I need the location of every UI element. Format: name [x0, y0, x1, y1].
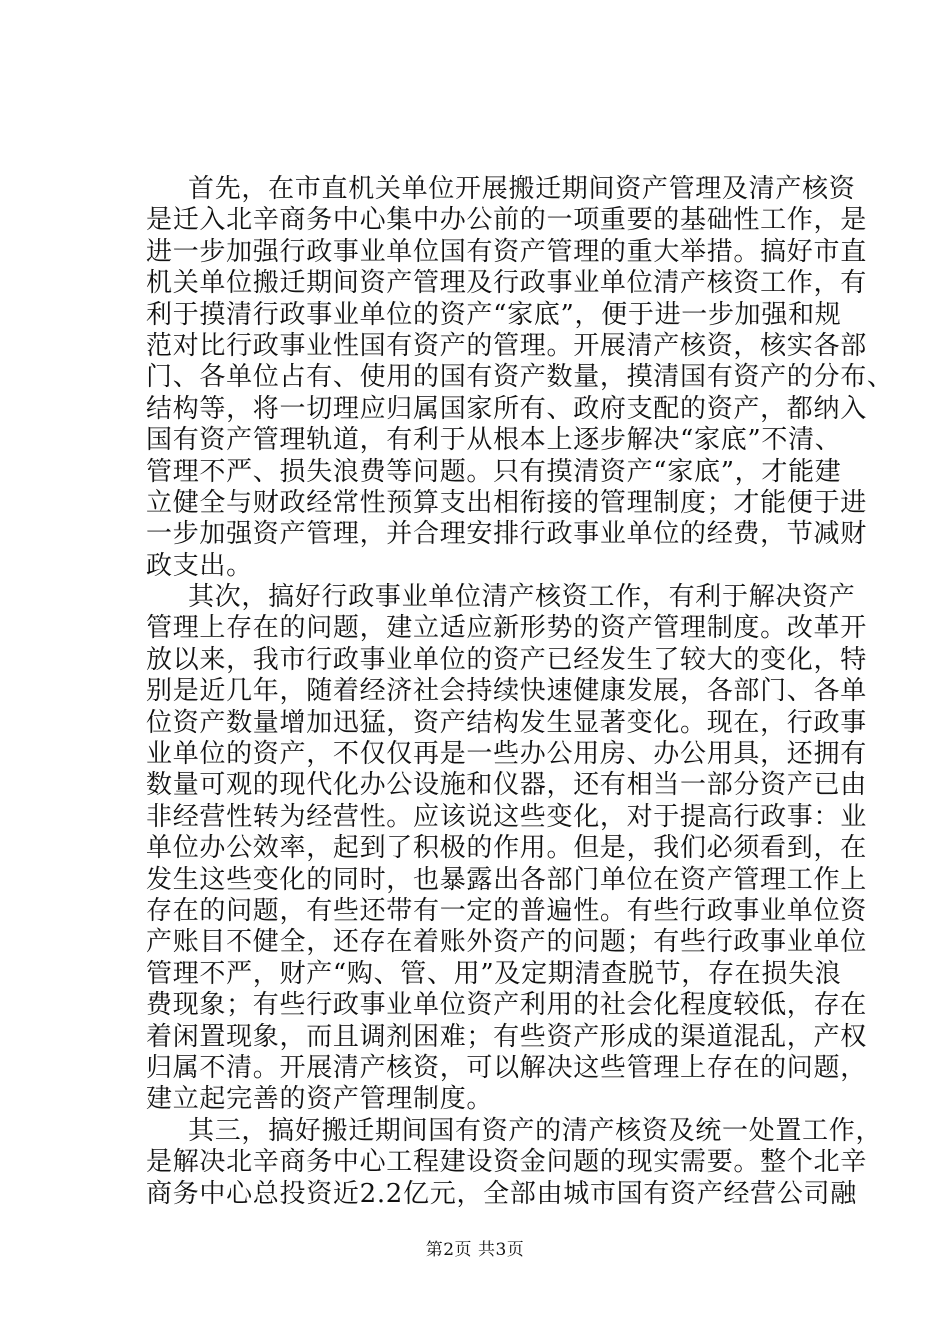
- paragraph-1-line-2: 是迁入北辛商务中心集中办公前的一项重要的基础性工作，是: [146, 205, 867, 236]
- page-number-footer: 第2页 共3页: [425, 1240, 525, 1260]
- paragraph-2-line-15: 着闲置现象，而且调剂困难；有些资产形成的渠道混乱，产权: [146, 1021, 867, 1052]
- paragraph-1-line-10: 管理不严、损失浪费等问题。只有摸清资产“家底”，才能建: [146, 456, 842, 487]
- paragraph-2-line-10: 发生这些变化的同时，也暴露出各部门单位在资产管理工作上: [146, 864, 867, 895]
- paragraph-1-line-12: 一步加强资产管理，并合理安排行政事业单位的经费，节减财: [146, 519, 867, 550]
- paragraph-1-line-5: 利于摸清行政事业单位的资产“家底”，便于进一步加强和规: [146, 299, 842, 330]
- paragraph-2-line-3: 放以来，我市行政事业单位的资产已经发生了较大的变化，特: [146, 644, 867, 675]
- paragraph-1-line-7: 门、各单位占有、使用的国有资产数量，摸清国有资产的分布、: [146, 362, 894, 393]
- paragraph-2-line-7: 数量可观的现代化办公设施和仪器，还有相当一部分资产已由: [146, 770, 867, 801]
- paragraph-2-line-6: 业单位的资产，不仅仅再是一些办公用房、办公用具，还拥有: [146, 739, 867, 770]
- paragraph-2-line-2: 管理上存在的问题，建立适应新形势的资产管理制度。改革开: [146, 613, 867, 644]
- paragraph-3-line-1: 其三，搞好搬迁期间国有资产的清产核资及统一处置工作，: [188, 1115, 883, 1146]
- paragraph-2-line-8: 非经营性转为经营性。应该说这些变化，对于提高行政事：业: [146, 801, 867, 832]
- paragraph-2-line-17: 建立起完善的资产管理制度。: [146, 1084, 494, 1115]
- paragraph-2-line-4: 别是近几年，随着经济社会持续快速健康发展，各部门、各单: [146, 676, 867, 707]
- paragraph-1-line-9: 国有资产管理轨道，有利于从根本上逐步解决“家底”不清、: [146, 425, 842, 456]
- paragraph-2-line-9: 单位办公效率，起到了积极的作用。但是，我们必须看到，在: [146, 833, 867, 864]
- paragraph-3-line-3: 商务中心总投资近2.2亿元，全部由城市国有资产经营公司融: [146, 1178, 857, 1209]
- paragraph-3-line-2: 是解决北辛商务中心工程建设资金问题的现实需要。整个北辛: [146, 1147, 867, 1178]
- paragraph-2-line-5: 位资产数量增加迅猛，资产结构发生显著变化。现在，行政事: [146, 707, 867, 738]
- paragraph-2-line-12: 产账目不健全，还存在着账外资产的问题；有些行政事业单位: [146, 927, 867, 958]
- paragraph-1-line-11: 立健全与财政经常性预算支出相衔接的管理制度；才能便于进: [146, 487, 867, 518]
- paragraph-1-line-4: 机关单位搬迁期间资产管理及行政事业单位清产核资工作，有: [146, 268, 867, 299]
- paragraph-2-line-13: 管理不严，财产“购、管、用”及定期清查脱节，存在损失浪: [146, 958, 842, 989]
- paragraph-2-line-11: 存在的问题，有些还带有一定的普遍性。有些行政事业单位资: [146, 895, 867, 926]
- paragraph-1-line-8: 结构等，将一切理应归属国家所有、政府支配的资产，都纳入: [146, 393, 867, 424]
- document-body: [146, 174, 894, 1210]
- paragraph-2-line-16: 归属不清。开展清产核资，可以解决这些管理上存在的问题，: [146, 1052, 867, 1083]
- paragraph-1-line-6: 范对比行政事业性国有资产的管理。开展清产核资，核实各部: [146, 330, 867, 361]
- paragraph-1-line-1: 首先，在市直机关单位开展搬迁期间资产管理及清产核资: [188, 174, 856, 204]
- paragraph-2-line-1: 其次，搞好行政事业单位清产核资工作，有利于解决资产: [188, 582, 856, 613]
- paragraph-2-line-14: 费现象；有些行政事业单位资产利用的社会化程度较低，存在: [146, 990, 867, 1021]
- paragraph-1-line-3: 进一步加强行政事业单位国有资产管理的重大举措。搞好市直: [146, 236, 867, 267]
- paragraph-1-line-13: 政支出。: [146, 550, 253, 581]
